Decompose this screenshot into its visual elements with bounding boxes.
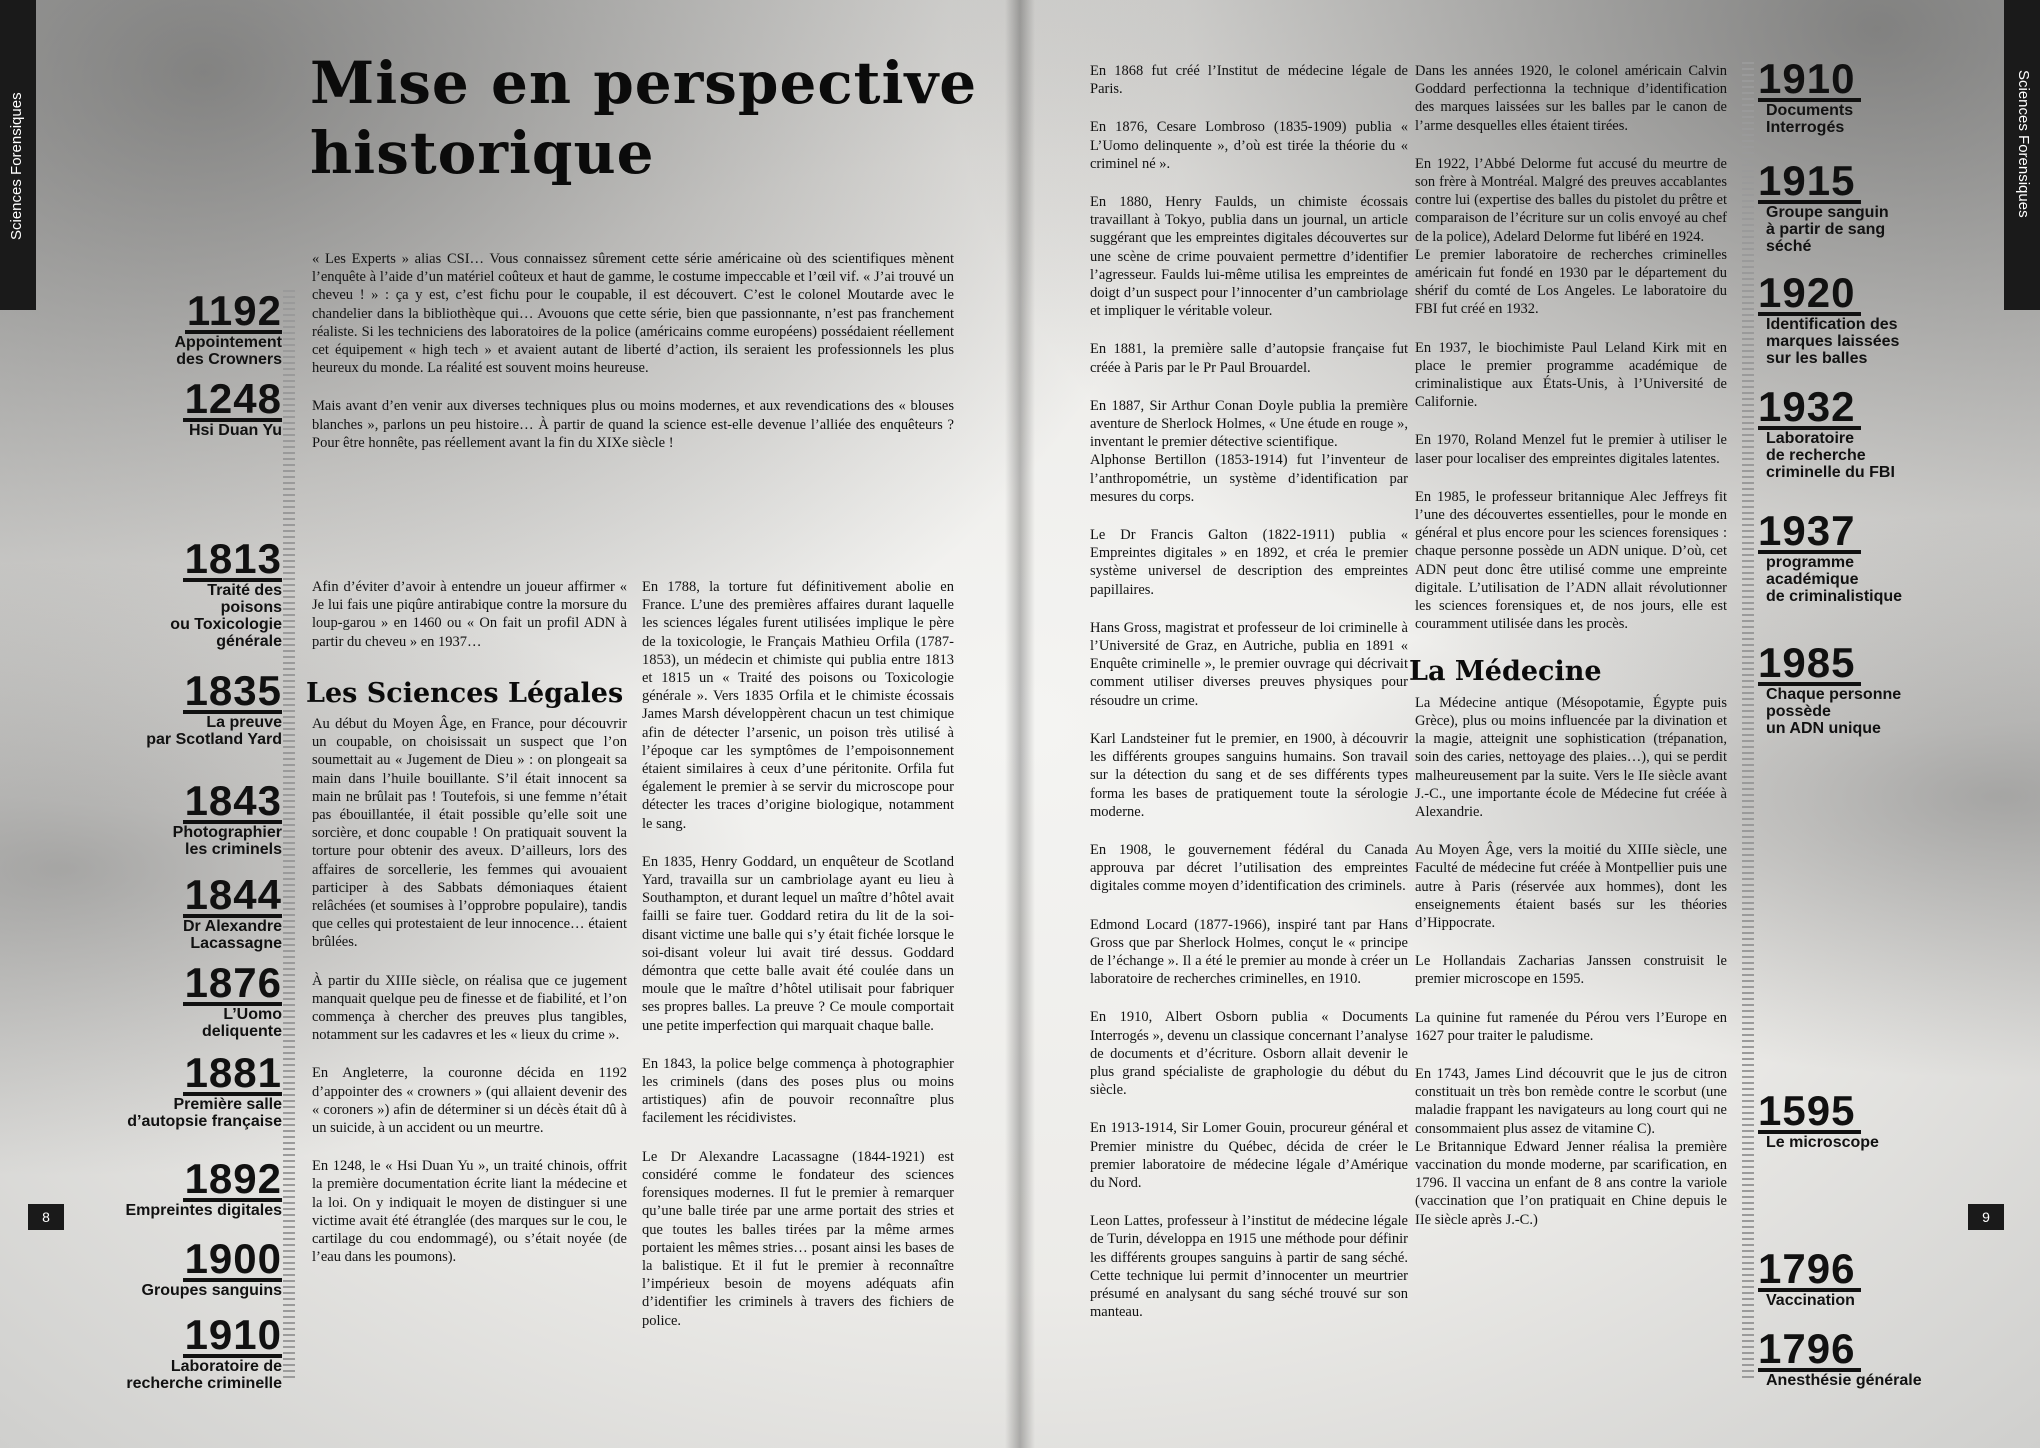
- timeline-year: 1796: [1758, 1330, 1861, 1372]
- timeline-year: 1900: [184, 1235, 282, 1282]
- timeline-label: Identification des marques laissées sur les balles: [1766, 316, 1900, 367]
- paragraph: Leon Lattes, professeur à l’institut de médecine légale de Turin, développa en 1915 une méthode pour définir les différents groupes sanguins à partir de sang séché. Cette technique lui permit d’innocenter un meurtrier présumé en analysant du sang séché trouvé sur son manteau.: [1090, 1213, 1408, 1321]
- paragraph: Edmond Locard (1877-1966), inspiré tant par Hans Gross que par Sherlock Holmes, conçut le « principe de l’échange ». Il a été le premier au monde à créer un laboratoire de recherches criminelles, en 1910.: [1090, 916, 1408, 988]
- title-line-2: historique: [310, 119, 655, 187]
- timeline-year: 1844: [184, 871, 282, 918]
- column-4: [1409, 62, 1727, 1249]
- column-3: [1090, 62, 1408, 1341]
- paragraph: Le Hollandais Zacharias Janssen construisit le premier microscope en 1595.: [1415, 953, 1727, 988]
- timeline-year: 1192: [186, 287, 282, 334]
- page-number-right: 9: [1968, 1204, 2004, 1230]
- timeline-label: Traité des poisons ou Toxicologie générale: [170, 582, 282, 650]
- timeline-label: Anesthésie générale: [1766, 1372, 1922, 1389]
- paragraph: Le Dr Francis Galton (1822-1911) publia « Empreintes digitales » en 1892, et créa le premier système universel de description des empreintes papillaires.: [1090, 527, 1408, 598]
- paragraph: En 1881, la première salle d’autopsie française fut créée à Paris par le Pr Paul Brouardel.: [1090, 341, 1408, 376]
- timeline-label: Empreintes digitales: [125, 1202, 282, 1219]
- timeline-entry: [12, 1049, 282, 1130]
- timeline-year: 1985: [1758, 644, 1861, 686]
- section-heading-medecine: La Médecine: [1409, 656, 1602, 688]
- paragraph: Dans les années 1920, le colonel américain Calvin Goddard perfectionna la technique d’identification des marques laissées sur les balles par le canon de l’arme desquelles elles étaient tirées.: [1415, 63, 1727, 134]
- timeline-entry: [1758, 1325, 1998, 1389]
- timeline-entry: [12, 667, 282, 748]
- timeline-year: 1881: [184, 1049, 282, 1096]
- timeline-label: Dr Alexandre Lacassagne: [183, 918, 282, 952]
- paragraph: En 1970, Roland Menzel fut le premier à utiliser le laser pour localiser des empreintes digitales latentes.: [1415, 432, 1727, 467]
- intro-paragraph-1: « Les Experts » alias CSI… Vous connaissez sûrement cette série américaine où des scientifiques mènent l’enquête à l’aide d’un matériel coûteux et haut de gamme, le costume impeccable et l’œil vif. « J’ai trouvé un cheveu ! » : ça y est, c’est fichu pour le coupable, il est découvert. C’est le colonel Moutarde avec le chandelier dans la bibliothèque qui… Avouons que cette série, bien que passionnante, n’est pas franchement réaliste. Si les techniciens des laboratoires de la police (américains comme européens) possédaient réellement cet équipement « high tech » et avaient autant de liberté d’action, ils seraient les professionnels les plus heureux du monde. La réalité est souvent moins heureuse.: [312, 251, 954, 377]
- timeline-year: 1796: [1758, 1250, 1861, 1292]
- timeline-entry: [12, 287, 282, 368]
- timeline-rail-right: [1742, 62, 1754, 1382]
- paragraph: Le premier laboratoire de recherches criminelles américain fut fondé en 1930 par le département du shérif du comté de Los Angeles. Le laboratoire du FBI fut créé en 1932.: [1415, 246, 1727, 318]
- page-title: [310, 48, 977, 188]
- timeline-label: Laboratoire de recherche criminelle: [126, 1358, 282, 1392]
- timeline-year: 1876: [184, 959, 282, 1006]
- timeline-year: 1910: [1758, 60, 1861, 102]
- timeline-label: Le microscope: [1766, 1134, 1879, 1151]
- intro-paragraph-2: Mais avant d’en venir aux diverses techniques plus ou moins modernes, et aux revendications des « blouses blanches », parlons un peu histoire… À partir de quand la science est-elle devenue l’alliée des enquêteurs ? Pour être honnête, pas réellement avant la fin du XIXe siècle !: [312, 398, 954, 451]
- timeline-label: La preuve par Scotland Yard: [146, 714, 282, 748]
- timeline-year: 1910: [184, 1311, 282, 1358]
- timeline-label: Groupe sanguin à partir de sang séché: [1766, 204, 1889, 255]
- timeline-year: 1920: [1758, 274, 1861, 316]
- paragraph: En Angleterre, la couronne décida en 1192 d’appointer des « crowners » (qui allaient devenir des « coroners ») afin de déterminer si un décès était dû à un suicide, à un accident ou un meurtre.: [312, 1065, 627, 1137]
- paragraph: En 1868 fut créé l’Institut de médecine légale de Paris.: [1090, 63, 1408, 98]
- paragraph: En 1910, Albert Osborn publia « Documents Interrogés », devenu un classique concernant l’analyse de documents et d’écriture. Osborn allait devenir le plus grand spécialiste de graphologie du début du siècle.: [1090, 1009, 1408, 1099]
- paragraph: En 1248, le « Hsi Duan Yu », un traité chinois, offrit la première documentation écrite liant la médecine et la loi. On y indiquait le moyen de distinguer si une victime avait été étranglée (des marques sur le cou, le cartilage du cou endommagé), ou s’était noyée (de l’eau dans les poumons).: [312, 1158, 627, 1266]
- paragraph: La Médecine antique (Mésopotamie, Égypte puis Grèce), plus ou moins influencée par la divination et la magie, atteignit une sophistication (trépanation, soin des caries, nettoyage des plaies…), qui se perdit malheureusement par la suite. Vers le IIe siècle avant J.-C., une importante école de Médecine fut créée à Alexandrie.: [1415, 694, 1727, 820]
- paragraph: En 1985, le professeur britannique Alec Jeffreys fit l’une des découvertes essentielles, pour le monde en général et plus encore pour les sciences forensiques : chaque personne possède un ADN unique. D’où, cet ADN peut donc être utilisé comme une empreinte digitale. L’utilisation de l’ADN allait révolutionner les sciences forensiques et, de nos jours, elle est couramment utilisée dans les procès.: [1415, 488, 1727, 633]
- timeline-label: Laboratoire de recherche criminelle du FBI: [1766, 430, 1895, 481]
- paragraph: La quinine fut ramenée du Pérou vers l’Europe en 1627 pour traiter le paludisme.: [1415, 1009, 1727, 1044]
- timeline-year: 1932: [1758, 388, 1861, 430]
- timeline-label: L’Uomo deliquente: [201, 1006, 282, 1040]
- paragraph: En 1743, James Lind découvrit que le jus de citron constituait un très bon remède contre le scorbut (une maladie frappant les navigateurs au long court qui ne consommaient plus assez de vitamine C).: [1415, 1065, 1727, 1137]
- timeline-label: Appointement des Crowners: [174, 334, 282, 368]
- paragraph: Afin d’éviter d’avoir à entendre un joueur affirmer « Je lui fais une piqûre antirabique contre la morsure du loup-garou » en 1460 ou « On fait un profil ADN à partir du cheveu » en 1937…: [312, 579, 627, 650]
- timeline-entry: [1758, 1087, 1998, 1151]
- paragraph: En 1788, la torture fut définitivement abolie en France. L’une des premières affaires durant laquelle les sciences légales furent utilisées implique le père de la toxicologie, le Français Mathieu Orfila (1787-1853), un médecin et chimiste qui publia entre 1813 et 1815 un « Traité des poisons ou Toxicologie générale ». Vers 1835 Orfila et le chimiste écossais James Marsh développèrent chacun un test chimique afin de détecter l’arsenic, un poison très utilisé à l’époque car les symptômes de l’empoisonnement étaient similaires à ceux d’une péritonite. Orfila fut également le premier à se servir du microscope pour détecter les traces d’origine biologique, notamment le sang.: [642, 579, 954, 832]
- timeline-label: Hsi Duan Yu: [188, 422, 282, 439]
- paragraph: Hans Gross, magistrat et professeur de loi criminelle à l’Université de Graz, en Autriche, publia en 1891 « Enquête criminelle », le premier ouvrage qui décrivait comment utiliser diverses preuves physiques pour résoudre un crime.: [1090, 619, 1408, 709]
- paragraph: En 1937, le biochimiste Paul Leland Kirk mit en place le premier programme académique de criminalistique aux États-Unis, à l’Université de Californie.: [1415, 339, 1727, 411]
- timeline-label: Groupes sanguins: [141, 1282, 282, 1299]
- right-side-tab: [2004, 0, 2040, 310]
- timeline-entry: [12, 1311, 282, 1392]
- paragraph: Le Britannique Edward Jenner réalisa la première vaccination du monde moderne, par scarification, en 1796. Il vaccina un enfant de 8 ans contre la variole (vaccination que l’on pratiquait en Chine depuis le IIe siècle après J.-C.): [1415, 1138, 1727, 1228]
- paragraph: En 1876, Cesare Lombroso (1835-1909) publia « L’Uomo delinquente », d’où est tirée la théorie du « criminel né ».: [1090, 119, 1408, 172]
- side-label-right: Sciences Forensiques: [2015, 70, 2032, 218]
- column-1: [306, 578, 627, 1287]
- timeline-label: Chaque personne possède un ADN unique: [1766, 686, 1902, 737]
- timeline-rail-left: [283, 290, 295, 1380]
- intro-text: [312, 250, 954, 472]
- page-number-left: 8: [28, 1204, 64, 1230]
- timeline-entry: [1758, 639, 1998, 737]
- timeline-year: 1595: [1758, 1092, 1861, 1134]
- timeline-entry: [12, 777, 282, 858]
- timeline-entry: [1758, 269, 1998, 367]
- left-side-tab: [0, 0, 36, 310]
- paragraph: Karl Landsteiner fut le premier, en 1900, à découvrir les différents groupes sanguins humains. Son travail sur la détection du sang et de ses différents types forma les bases de pratiquement toute la sérologie moderne.: [1090, 730, 1408, 820]
- paragraph: En 1887, Sir Arthur Conan Doyle publia la première aventure de Sherlock Holmes, « Une étude en rouge », inventant le premier détective scientifique.: [1090, 397, 1408, 451]
- timeline-year: 1843: [184, 777, 282, 824]
- paragraph: En 1913-1914, Sir Lomer Gouin, procureur général et Premier ministre du Québec, décida de créer le premier laboratoire de médecine légale d’Amérique du Nord.: [1090, 1120, 1408, 1191]
- timeline-entry: [1758, 157, 1998, 255]
- timeline-entry: [1758, 1245, 1998, 1309]
- paragraph: À partir du XIIIe siècle, on réalisa que ce jugement manquait quelque peu de finesse et de fiabilité, et l’on commença à chercher des preuves plus tangibles, notamment sur les cadavres et les « lieux du crime ».: [312, 972, 627, 1044]
- timeline-entry: [12, 535, 282, 650]
- paragraph: En 1880, Henry Faulds, un chimiste écossais travaillant à Tokyo, publia dans un journal, un article suggérant que les empreintes digitales découvertes sur une scène de crime pouvaient permettre d’identifier l’agresseur. Faulds lui-même utilisa les empreintes de doigt d’un suspect pour l’innocenter d’un cambriolage et impliquer le véritable voleur.: [1090, 194, 1408, 320]
- paragraph: Au début du Moyen Âge, en France, pour découvrir un coupable, on choisissait un suspect que l’on soumettait au « Jugement de Dieu » : on plongeait sa main dans l’huile bouillante. S’il était innocent sa main ne brûlait pas ! Toutefois, si une femme n’était pas ébouillantée, il était possible qu’elle soit une sorcière, et donc coupable ! On pratiquait souvent la torture pour obtenir des aveux. D’ailleurs, lors des affaires de sorcellerie, les femmes qui avouaient participer à des Sabbats démoniaques étaient relâchées (et soumises à l’opprobre populaire), tandis que celles qui protestaient de leur innocence… étaient brûlées.: [312, 716, 627, 951]
- timeline-entry: [12, 959, 282, 1040]
- timeline-entry: [12, 1235, 282, 1299]
- timeline-year: 1813: [184, 535, 282, 582]
- section-heading-sciences-legales: Les Sciences Légales: [306, 677, 624, 709]
- title-line-1: Mise en perspective: [310, 49, 978, 117]
- timeline-year: 1835: [184, 667, 282, 714]
- paragraph: En 1843, la police belge commença à photographier les criminels (dans des poses plus ou moins artistiques) afin de pouvoir reconnaître plus facilement les récidivistes.: [642, 1055, 954, 1127]
- timeline-entry: [1758, 55, 1998, 136]
- column-2: [642, 578, 954, 1350]
- timeline-label: Première salle d’autopsie française: [127, 1096, 282, 1130]
- timeline-entry: [1758, 383, 1998, 481]
- timeline-label: Photographier les criminels: [172, 824, 282, 858]
- paragraph: En 1835, Henry Goddard, un enquêteur de Scotland Yard, travailla sur un cambriolage ayant eu lieu à Southampton, et durant lequel un maître d’hôtel avait failli se faire tuer. Goddard retira du lit de la soi-disant victime une balle qui s’y était fichée lorsque le soi-disant voleur lui avait tiré dessus. Goddard démontra que cette balle avait été coulée dans un moule que le maître d’hôtel utilisait pour fabriquer ses propres balles. La preuve ? Ce moule comportait une petite imperfection qui marquait chaque balle.: [642, 853, 954, 1034]
- timeline-label: programme académique de criminalistique: [1766, 554, 1903, 605]
- timeline-year: 1915: [1758, 162, 1861, 204]
- timeline-entry: [12, 871, 282, 952]
- paragraph: Le Dr Alexandre Lacassagne (1844-1921) est considéré comme le fondateur des sciences forensiques modernes. Il fut le premier à remarquer qu’une balle tirée par une arme portait des stries et que toutes les balles tirées par la même armes portaient les mêmes stries… posant ainsi les bases de la balistique. Et il fut le premier à reconnaître l’impérieux besoin de moyens adéquats afin d’identifier les criminels à travers des fichiers de police.: [642, 1148, 954, 1329]
- timeline-label: Documents Interrogés: [1766, 102, 1854, 136]
- timeline-year: 1892: [184, 1155, 282, 1202]
- paragraph: En 1922, l’Abbé Delorme fut accusé du meurtre de son frère à Montréal. Malgré des preuves accablantes contre lui (expertise des balles du pistolet du prêtre et comparaison de l’écriture sur un colis envoyé au chef de la police), Adelard Delorme fut libéré en 1924.: [1415, 155, 1727, 245]
- paragraph: En 1908, le gouvernement fédéral du Canada approuva par décret l’utilisation des empreintes digitales comme moyen d’identification des criminels.: [1090, 841, 1408, 895]
- timeline-year: 1248: [184, 375, 282, 422]
- paragraph: Alphonse Bertillon (1853-1914) fut l’inventeur de l’anthropométrie, un système d’identification par mesures du corps.: [1090, 452, 1408, 505]
- timeline-entry: [1758, 507, 1998, 605]
- page-gutter: [1005, 0, 1035, 1448]
- paragraph: Au Moyen Âge, vers la moitié du XIIIe siècle, une Faculté de médecine fut créée à Montpellier puis une autre à Paris (réservée aux hommes), dont les enseignements étaient basés sur les théories d’Hippocrate.: [1415, 842, 1727, 931]
- timeline-label: Vaccination: [1766, 1292, 1855, 1309]
- timeline-entry: [12, 1155, 282, 1219]
- timeline-year: 1937: [1758, 512, 1861, 554]
- side-label-left: Sciences Forensiques: [8, 92, 25, 240]
- timeline-entry: [12, 375, 282, 439]
